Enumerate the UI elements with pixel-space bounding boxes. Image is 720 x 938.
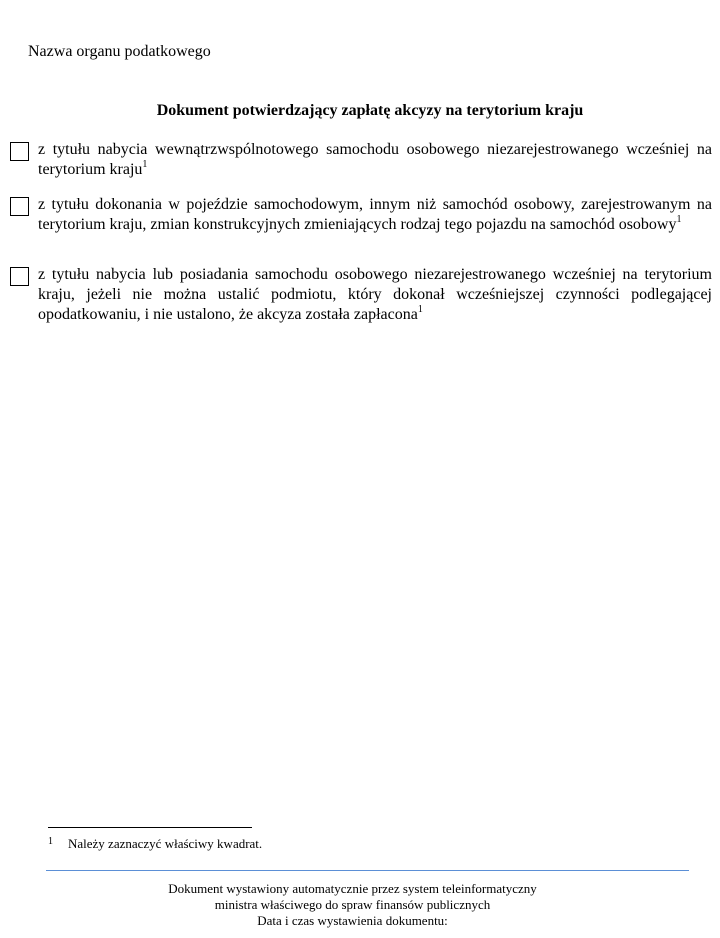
footnote-text: Należy zaznaczyć właściwy kwadrat. <box>68 836 263 851</box>
footer-line-1: Dokument wystawiony automatycznie przez system teleinformatyczny <box>168 881 537 896</box>
footer <box>0 881 705 929</box>
option-purchase-or-possession <box>10 265 712 325</box>
document-title: Dokument potwierdzający zapłatę akcyzy na terytorium kraju <box>156 102 584 119</box>
footer-line-3: Data i czas wystawienia dokumentu: <box>257 913 448 928</box>
option-text: z tytułu dokonania w pojeździe samochodowym, innym niż samochód osobowy, zarejestrowanym na terytorium kraju, zmian konstrukcyjnych zmieniających rodzaj tego pojazdu na samochód osobowy <box>38 196 712 233</box>
footer-divider <box>46 870 689 871</box>
option-purchase-intra-community <box>10 140 712 180</box>
footnote-ref: 1 <box>417 303 423 315</box>
option-checkbox[interactable] <box>10 197 29 216</box>
option-checkbox[interactable] <box>10 142 29 161</box>
footnote-ref: 1 <box>676 213 682 225</box>
option-checkbox[interactable] <box>10 267 29 286</box>
footnote-ref: 1 <box>142 158 148 170</box>
footnote-mark: 1 <box>48 836 53 847</box>
footnote-divider <box>48 827 252 828</box>
footer-line-2: ministra właściwego do spraw finansów publicznych <box>214 897 491 912</box>
option-text: z tytułu nabycia lub posiadania samochodu osobowego niezarejestrowanego wcześniej na terytorium kraju, jeżeli nie można ustalić podmiotu, który dokonał wcześniejszej czynności podlegającej opodatkowaniu, i nie ustalono, że akcyza została zapłacona <box>38 266 712 323</box>
option-text: z tytułu nabycia wewnątrzwspólnotowego samochodu osobowego niezarejestrowanego wcześniej na terytorium kraju <box>38 141 712 178</box>
org-name: Nazwa organu podatkowego <box>28 43 211 60</box>
option-construction-change <box>10 195 712 235</box>
footnote <box>48 835 262 853</box>
